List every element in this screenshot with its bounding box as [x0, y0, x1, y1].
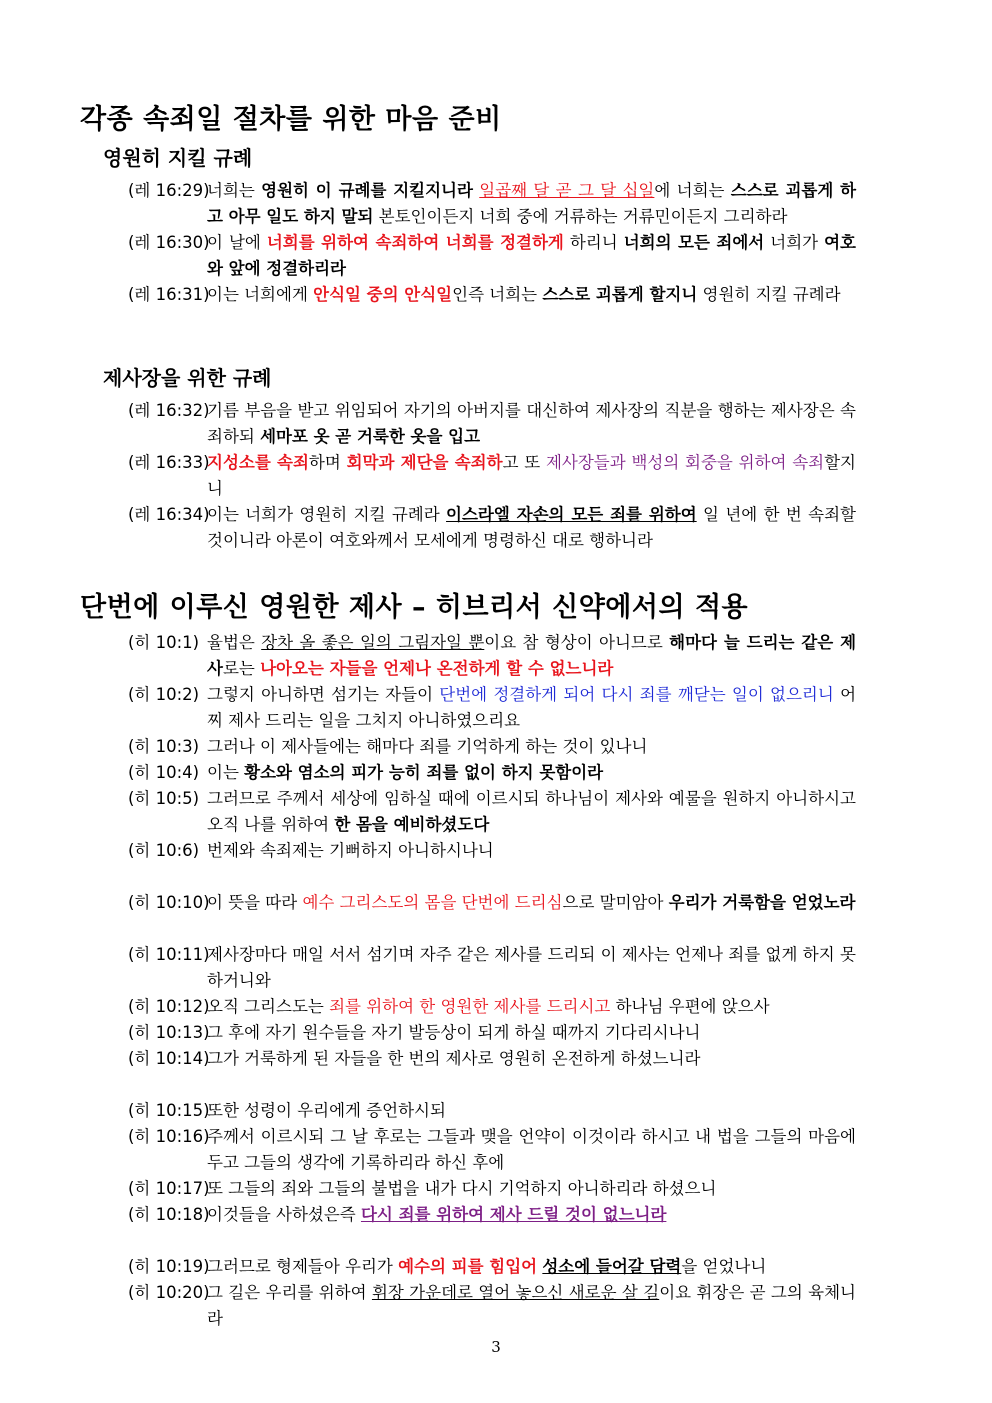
- verse-text: [207, 1124, 856, 1176]
- verse-segment: 그러나 이 제사들에는 해마다 죄를 기억하게 하는 것이 있나니: [207, 737, 648, 756]
- verse-segment: 기름 부음을 받고 위임되어 자기의 아버지를 대신하여 제사장의 직분을 행하는 제사장은 속죄하되: [207, 401, 856, 446]
- verse-text: [207, 682, 856, 734]
- verse: [128, 890, 856, 916]
- verse-segment: 으로 말미암아: [562, 893, 669, 912]
- verse-reference: (레 16:32): [128, 401, 210, 420]
- verse-segment: 이 뜻을 따라: [207, 893, 303, 912]
- verse-reference: (히 10:6): [128, 841, 200, 860]
- verse-segment: 인즉 너희는: [452, 285, 543, 304]
- verse: [128, 230, 856, 282]
- emphasis-text: 스스로 괴롭게 하고 아무 일도 하지 말되: [207, 181, 857, 226]
- verse-text: [207, 1202, 856, 1228]
- verse-segment: 또한 성령이 우리에게 증언하시되: [207, 1101, 446, 1120]
- verse-reference: (히 10:1): [128, 633, 200, 652]
- verse: [128, 1202, 856, 1228]
- verse-text: [207, 398, 856, 450]
- emphasis-text: 너희의 모든 죄에서: [623, 233, 765, 252]
- verse-text: [207, 1254, 856, 1280]
- verse-segment: 에 너희는: [654, 181, 731, 200]
- verse: [128, 282, 856, 308]
- page-number: 3: [491, 1338, 501, 1356]
- emphasis-text: 나아오는 자들을 언제나 온전하게 할 수 없느니라: [260, 659, 614, 678]
- verse: [128, 682, 856, 734]
- verse: [128, 502, 856, 554]
- verse-reference: (히 10:2): [128, 685, 200, 704]
- emphasis-text: 성소에 들어갈 담력: [542, 1257, 682, 1276]
- verse-segment: 또 그들의 죄와 그들의 불법을 내가 다시 기억하지 아니하리라 하셨으니: [207, 1179, 717, 1198]
- verse-segment: 이요 참 형상이 아니므로: [484, 633, 670, 652]
- verse-reference: (레 16:30): [128, 233, 210, 252]
- verse-segment: 그가 거룩하게 된 자들을 한 번의 제사로 영원히 온전하게 하셨느니라: [207, 1049, 701, 1068]
- verse-segment: 그 후에 자기 원수들을 자기 발등상이 되게 하실 때까지 기다리시나니: [207, 1023, 701, 1042]
- emphasis-text: 한 몸을 예비하셨도다: [334, 815, 490, 834]
- verse-reference: (레 16:34): [128, 505, 210, 524]
- verse-segment: 제사장마다 매일 서서 섬기며 자주 같은 제사를 드리되 이 제사는 언제나 죄를 없게 하지 못하거니와: [207, 945, 856, 990]
- emphasis-text: 제사장들과 백성의 회중을 위하여 속죄: [545, 453, 825, 472]
- emphasis-text: 여호와 앞에 정결하리라: [207, 233, 856, 278]
- verse-reference: (히 10:12): [128, 997, 210, 1016]
- verse-reference: (히 10:13): [128, 1023, 210, 1042]
- verse-segment: 번제와 속죄제는 기뻐하지 아니하시나니: [207, 841, 494, 860]
- emphasis-text: 예수 그리스도의 몸을 단번에 드리심: [302, 893, 563, 912]
- verse: [128, 178, 856, 230]
- verse-segment: 이것들을 사하셨은즉: [207, 1205, 361, 1224]
- verse-segment: 일 년에 한 번 속죄할 것이니라 아론이 여호와께서 모세에게 명령하신 대로 행하니라: [207, 505, 856, 550]
- verse: [128, 398, 856, 450]
- verse-segment: 오직 그리스도는: [207, 997, 330, 1016]
- verse-text: [207, 1020, 856, 1046]
- verse-segment: 이요 휘장은 곧 그의 육체니라: [207, 1283, 856, 1328]
- verse-segment: 그렇지 아니하면 섬기는 자들이: [207, 685, 440, 704]
- verse-reference: (히 10:15): [128, 1101, 210, 1120]
- emphasis-text: 황소와 염소의 피가 능히 죄를 없이 하지 못함이라: [244, 763, 604, 782]
- emphasis-text: 해마다 늘 드리는 같은 제사: [207, 633, 857, 678]
- verse-segment: 하리니: [563, 233, 624, 252]
- verse: [128, 838, 856, 864]
- verse-segment: 어찌 제사 드리는 일을 그치지 아니하였으리요: [207, 685, 857, 730]
- verse: [128, 1020, 856, 1046]
- verse-segment: 할지니: [207, 453, 856, 498]
- verse-text: [207, 630, 856, 682]
- emphasis-text: 우리가 거룩함을 얻었노라: [668, 893, 856, 912]
- subsection-title: 영원히 지킬 규례: [103, 146, 253, 170]
- verse-segment: 이는: [207, 763, 245, 782]
- emphasis-text: 일곱째 달 곧 그 달 십일: [479, 181, 655, 200]
- verse: [128, 734, 856, 760]
- verse-reference: (히 10:19): [128, 1257, 210, 1276]
- verse-segment: 하나님 우편에 앉으사: [610, 997, 770, 1016]
- emphasis-text: 다시 죄를 위하여 제사 드릴 것이 없느니라: [360, 1205, 667, 1224]
- section-title: 각종 속죄일 절차를 위한 마음 준비: [80, 104, 502, 135]
- verse: [128, 1046, 856, 1072]
- emphasis-text: 이스라엘 자손의 모든 죄를 위하여: [446, 505, 697, 524]
- verse: [128, 1254, 856, 1280]
- verse-reference: (히 10:16): [128, 1127, 210, 1146]
- verse-text: [207, 942, 856, 994]
- emphasis-text: 휘장 가운데로 열어 놓으신 새로운 살 길: [371, 1283, 660, 1302]
- verse-segment: 너희가: [764, 233, 825, 252]
- emphasis-text: 예수의 피를 힘입어: [398, 1257, 538, 1276]
- verse-reference: (히 10:20): [128, 1283, 210, 1302]
- verse-segment: 하며: [308, 453, 347, 472]
- verse-segment: 로는: [222, 659, 261, 678]
- verse-segment: 이 날에: [207, 233, 267, 252]
- verse-text: [207, 502, 856, 554]
- verse-reference: (히 10:3): [128, 737, 200, 756]
- verse-reference: (히 10:14): [128, 1049, 210, 1068]
- verse-segment: 이는 너희가 영원히 지킬 규례라: [207, 505, 447, 524]
- verse: [128, 1176, 856, 1202]
- verse-text: [207, 838, 856, 864]
- verse: [128, 786, 856, 838]
- verse-reference: (레 16:33): [128, 453, 210, 472]
- verse-text: [207, 178, 856, 230]
- verse-text: [207, 1176, 856, 1202]
- verse: [128, 1098, 856, 1124]
- verse-text: [207, 230, 856, 282]
- verse-text: [207, 890, 856, 916]
- verse: [128, 760, 856, 786]
- emphasis-text: 스스로 괴롭게 할지니: [542, 285, 698, 304]
- verse-reference: (레 16:31): [128, 285, 210, 304]
- verse-reference: (레 16:29): [128, 181, 210, 200]
- verse: [128, 1280, 856, 1332]
- verse: [128, 942, 856, 994]
- verse-segment: 그러므로 주께서 세상에 임하실 때에 이르시되 하나님이 제사와 예물을 원하지 아니하시고 오직 나를 위하여: [207, 789, 856, 834]
- verse-text: [207, 760, 856, 786]
- verse-segment: 영원히 지킬 규례라: [697, 285, 841, 304]
- emphasis-text: 지성소를 속죄: [207, 453, 309, 472]
- verse-text: [207, 734, 856, 760]
- emphasis-text: 세마포 옷 곧 거룩한 옷을 입고: [260, 427, 481, 446]
- verse-segment: 본토인이든지 너희 중에 거류하는 거류민이든지 그리하라: [373, 207, 788, 226]
- verse-reference: (히 10:5): [128, 789, 200, 808]
- verse-segment: 그러므로 형제들아 우리가: [207, 1257, 399, 1276]
- emphasis-text: 회막과 제단을 속죄하: [346, 453, 503, 472]
- verse-segment: 고 또: [502, 453, 546, 472]
- verse-text: [207, 1046, 856, 1072]
- verse-segment: 율법은: [207, 633, 262, 652]
- verse-text: [207, 1280, 856, 1332]
- verse-reference: (히 10:17): [128, 1179, 210, 1198]
- section-title: 단번에 이루신 영원한 제사 – 히브리서 신약에서의 적용: [80, 592, 749, 623]
- verse: [128, 630, 856, 682]
- verse-text: [207, 450, 856, 502]
- emphasis-text: 영원히 이 규례를 지킬지니라: [261, 181, 473, 200]
- emphasis-text: 단번에 정결하게 되어 다시 죄를 깨닫는 일이 없으리니: [439, 685, 834, 704]
- subsection-title: 제사장을 위한 규례: [103, 366, 272, 390]
- verse: [128, 994, 856, 1020]
- verse-reference: (히 10:4): [128, 763, 200, 782]
- emphasis-text: 안식일 중의 안식일: [313, 285, 453, 304]
- verse-segment: 이는 너희에게: [207, 285, 314, 304]
- verse-text: [207, 282, 856, 308]
- emphasis-text: 죄를 위하여 한 영원한 제사를 드리시고: [329, 997, 611, 1016]
- emphasis-text: 장차 올 좋은 일의 그림자일 뿐: [261, 633, 485, 652]
- verse-text: [207, 1098, 856, 1124]
- verse-text: [207, 786, 856, 838]
- verse-text: [207, 994, 856, 1020]
- verse-reference: (히 10:18): [128, 1205, 210, 1224]
- verse-segment: 너희는: [207, 181, 262, 200]
- verse-reference: (히 10:11): [128, 945, 210, 964]
- verse: [128, 1124, 856, 1176]
- verse-segment: 주께서 이르시되 그 날 후로는 그들과 맺을 언약이 이것이라 하시고 내 법을 그들의 마음에 두고 그들의 생각에 기록하리라 하신 후에: [207, 1127, 856, 1172]
- verse-segment: 을 얻었나니: [681, 1257, 767, 1276]
- verse: [128, 450, 856, 502]
- verse-reference: (히 10:10): [128, 893, 210, 912]
- verse-segment: 그 길은 우리를 위하여: [207, 1283, 372, 1302]
- emphasis-text: 너희를 위하여 속죄하여 너희를 정결하게: [266, 233, 564, 252]
